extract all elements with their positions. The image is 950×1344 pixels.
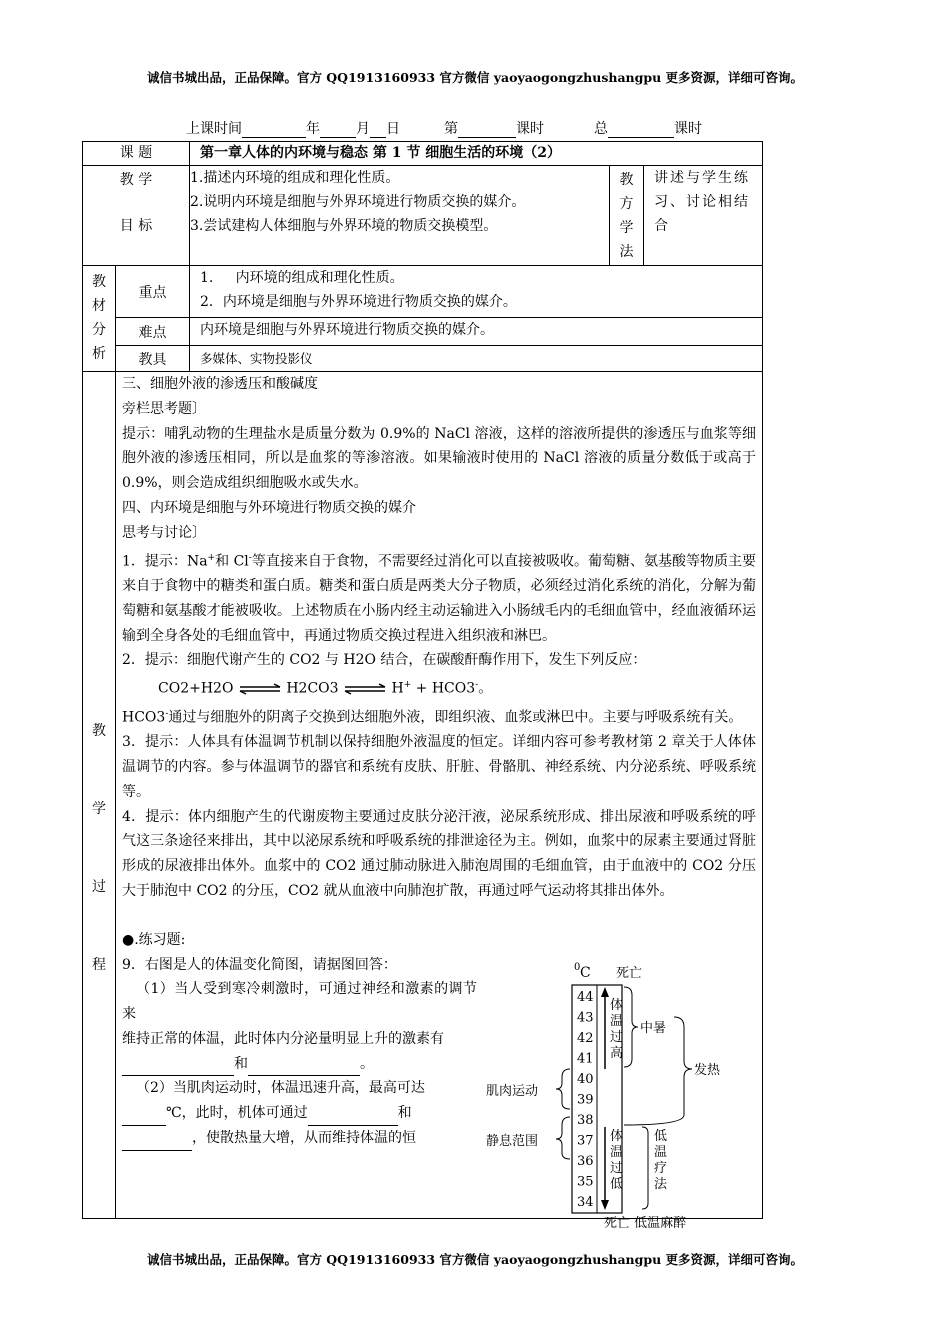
section-3-text: 提示：哺乳动物的生理盐水是质量分数为 0.9%的 NaCl 溶液，这样的溶液所提供的渗透压与血浆等细胞外液的渗透压相同，所以是血浆的等渗溶液。如果输液时使用的 NaCl 溶液的质量分数低于或高于 0.9%，则会造成组织细胞吸水或失水。 bbox=[122, 425, 757, 492]
scale-tick-40: 40 bbox=[577, 1072, 594, 1087]
tools-label: 教具 bbox=[116, 346, 190, 372]
therapy-char: 低 bbox=[654, 1129, 668, 1144]
goals-list bbox=[190, 166, 610, 266]
reversible-arrow-icon bbox=[238, 683, 282, 695]
question-9-1a: （1）当人受到寒冷刺激时，可通过神经和激素的调节来 bbox=[122, 981, 477, 1023]
scale-tick-35: 35 bbox=[577, 1174, 594, 1190]
muscle-brace-icon bbox=[556, 1069, 570, 1109]
goal-item: 2.说明内环境是细胞与外界环境进行物质交换的媒介。 bbox=[190, 194, 526, 210]
fever-label: 发热 bbox=[694, 1063, 721, 1078]
scale-tick-37: 37 bbox=[577, 1133, 594, 1149]
heatstroke-label: 中暑 bbox=[640, 1021, 667, 1036]
process-row bbox=[83, 372, 763, 1219]
down-arrowhead-icon bbox=[601, 1200, 609, 1210]
scale-tick-39: 39 bbox=[577, 1092, 594, 1108]
body-temperature-diagram bbox=[486, 957, 746, 1231]
topic-value: 第一章人体的内环境与稳态 第 1 节 细胞生活的环境（2） bbox=[190, 142, 763, 166]
temperature-scale bbox=[577, 990, 594, 1210]
question-9-1b: 维持正常的体温，此时体内分泌量明显上升的激素有 bbox=[122, 1030, 444, 1047]
reversible-arrow-icon bbox=[343, 683, 387, 695]
low-temp-label bbox=[610, 1128, 623, 1192]
point-4: 4．提示：体内细胞产生的代谢废物主要通过皮肤分泌汗液，泌尿系统形成、排出尿液和呼吸系统的呼气这三条途径来排出，其中以泌尿系统和呼吸系统的排泄途径为主。例如，血浆中的尿素主要通过肾脏形成的尿液排出体外。血浆中的 CO2 通过肺动脉进入肺泡周围的毛细血管，由于血液中的 CO2 分压大于肺泡中 CO2 的分压，CO2 就从血液中向肺泡扩散，再通过呼气运动将其排出体外。 bbox=[122, 808, 757, 899]
scale-tick-34: 34 bbox=[577, 1195, 594, 1210]
blank-total[interactable] bbox=[608, 123, 674, 138]
key-label: 重点 bbox=[116, 266, 190, 318]
goal-item: 1.描述内环境的组成和理化性质。 bbox=[190, 170, 400, 186]
lesson-plan-table bbox=[82, 141, 763, 1231]
answer-blank[interactable] bbox=[122, 1111, 166, 1126]
low-temp-char: 体 bbox=[610, 1129, 624, 1144]
goals-label: 教 学 目 标 bbox=[83, 166, 190, 266]
method-label: 教 方 学 法 bbox=[610, 166, 644, 266]
unit-sup: 0 bbox=[574, 962, 581, 973]
goal-item: 3.尝试建构人体细胞与外界环境的物质交换模型。 bbox=[190, 218, 498, 234]
point-1: 1．提示：Na+和 Cl-等直接来自于食物，不需要经过消化可以直接被吸收。葡萄糖、氨基酸等物质主要来自于食物中的糖类和蛋白质。糖类和蛋白质是两类大分子物质，必须经过消化系统的消化，分解为葡萄糖和氨基酸才能被吸收。上述物质在小肠内经主动运输进入小肠绒毛内的毛细血管中，经血液循环运输到全身各处的毛细血管中，再通过物质交换过程进入组织液和淋巴。 bbox=[122, 552, 757, 644]
page-footer: 诚信书城出品，正品保障。官方 QQ1913160933 官方微信 yaoyaogongzhushangpu 更多资源，详细可咨询。 bbox=[146, 1252, 804, 1267]
section-3-title: 三、细胞外液的渗透压和酸碱度 bbox=[122, 376, 318, 392]
heatstroke-brace-icon bbox=[624, 987, 638, 1067]
section-4-sub: 思考与讨论〕 bbox=[122, 524, 206, 541]
analysis-label: 教 材 分 析 bbox=[83, 266, 116, 372]
low-temp-char: 过 bbox=[610, 1161, 624, 1176]
low-temp-char: 低 bbox=[610, 1177, 624, 1192]
rest-label: 静息范围 bbox=[486, 1134, 539, 1149]
hypothermia-therapy-label bbox=[654, 1129, 668, 1192]
answer-blank[interactable] bbox=[308, 1111, 398, 1126]
blank-day[interactable] bbox=[370, 123, 386, 138]
top-death-label: 死亡 bbox=[616, 966, 643, 981]
answer-blank[interactable] bbox=[248, 1061, 360, 1076]
therapy-char: 疗 bbox=[654, 1161, 668, 1176]
high-temp-label bbox=[610, 997, 623, 1061]
difficult-label: 难点 bbox=[116, 318, 190, 346]
practice-title: ●.练习题: bbox=[122, 931, 186, 948]
question-9-1-blanks: 和 。 bbox=[122, 1052, 477, 1077]
answer-blank[interactable] bbox=[122, 1136, 192, 1151]
tools-value: 多媒体、实物投影仪 bbox=[190, 346, 763, 372]
question-9-2-blanks: ℃，此时，机体可通过 和 bbox=[122, 1101, 477, 1126]
key-row bbox=[83, 266, 763, 318]
section-4-title: 四、内环境是细胞与外环境进行物质交换的媒介 bbox=[122, 499, 416, 516]
unit-label: C bbox=[580, 965, 591, 981]
low-temp-char: 温 bbox=[610, 1145, 624, 1160]
tools-row bbox=[83, 346, 763, 372]
process-label: 教 学 过 程 bbox=[83, 372, 116, 1219]
point-2-b: HCO3-通过与细胞外的阴离子交换到达细胞外液，即组织液、血浆或淋巴中。主要与呼吸系统有关。 bbox=[122, 708, 743, 726]
topic-label: 课 题 bbox=[83, 142, 190, 166]
difficult-value: 内环境是细胞与外界环境进行物质交换的媒介。 bbox=[190, 318, 763, 346]
high-temp-char: 温 bbox=[610, 1014, 624, 1029]
bottom-death-label: 死亡 低温麻醉 bbox=[604, 1216, 687, 1231]
high-temp-char: 过 bbox=[610, 1030, 624, 1045]
high-temp-char: 体 bbox=[610, 998, 624, 1013]
up-arrowhead-icon bbox=[601, 987, 609, 997]
process-content bbox=[116, 372, 762, 1231]
scale-tick-38: 38 bbox=[577, 1113, 594, 1128]
blank-lesson[interactable] bbox=[458, 123, 516, 138]
therapy-char: 法 bbox=[654, 1177, 668, 1192]
topic-row bbox=[83, 142, 763, 166]
scale-tick-44: 44 bbox=[577, 990, 594, 1005]
class-time-line: 上课时间 年 月 日 第 课时 总 课时 bbox=[186, 121, 702, 137]
reaction-equation: CO2+H2O H2CO3 H+ + HCO3-。 bbox=[158, 680, 493, 697]
point-3: 3．提示：人体具有体温调节机制以保持细胞外液温度的恒定。详细内容可参考教材第 2 章关于人体体温调节的内容。参与体温调节的器官和系统有皮肤、肝脏、骨骼肌、神经系统、内分泌系统、呼吸系统等。 bbox=[122, 734, 757, 800]
blank-year[interactable] bbox=[242, 123, 306, 138]
muscle-label: 肌肉运动 bbox=[486, 1084, 539, 1099]
therapy-char: 温 bbox=[654, 1145, 668, 1160]
answer-blank[interactable] bbox=[122, 1061, 234, 1076]
page-header: 诚信书城出品，正品保障。官方 QQ1913160933 官方微信 yaoyaogongzhushangpu 更多资源，详细可咨询。 bbox=[146, 70, 804, 85]
difficult-row bbox=[83, 318, 763, 346]
blank-month[interactable] bbox=[320, 123, 356, 138]
point-2: 2．提示：细胞代谢产生的 CO2 与 H2O 结合，在碳酸酐酶作用下，发生下列反应： bbox=[122, 652, 647, 669]
scale-tick-41: 41 bbox=[577, 1051, 594, 1067]
method-value: 讲述与学生练习、讨论相结合 bbox=[644, 166, 763, 266]
scale-tick-36: 36 bbox=[577, 1154, 594, 1169]
high-temp-char: 高 bbox=[610, 1046, 624, 1061]
question-9-2-end: ，使散热量大增，从而维持体温的恒 bbox=[122, 1126, 477, 1151]
question-9-2a: （2）当肌肉运动时，体温迅速升高，最高可达 bbox=[136, 1080, 425, 1097]
scale-tick-43: 43 bbox=[577, 1010, 594, 1026]
goals-row bbox=[83, 166, 763, 266]
question-9: 9．右图是人的体温变化简图，请据图回答： bbox=[122, 956, 397, 973]
key-points: 1. 内环境的组成和理化性质。 2．内环境是细胞与外界环境进行物质交换的媒介。 bbox=[190, 266, 763, 318]
low-brace-icon bbox=[642, 1127, 648, 1209]
rest-brace-icon bbox=[556, 1117, 570, 1159]
section-3-sub: 旁栏思考题〕 bbox=[122, 400, 206, 417]
scale-tick-42: 42 bbox=[577, 1031, 594, 1046]
